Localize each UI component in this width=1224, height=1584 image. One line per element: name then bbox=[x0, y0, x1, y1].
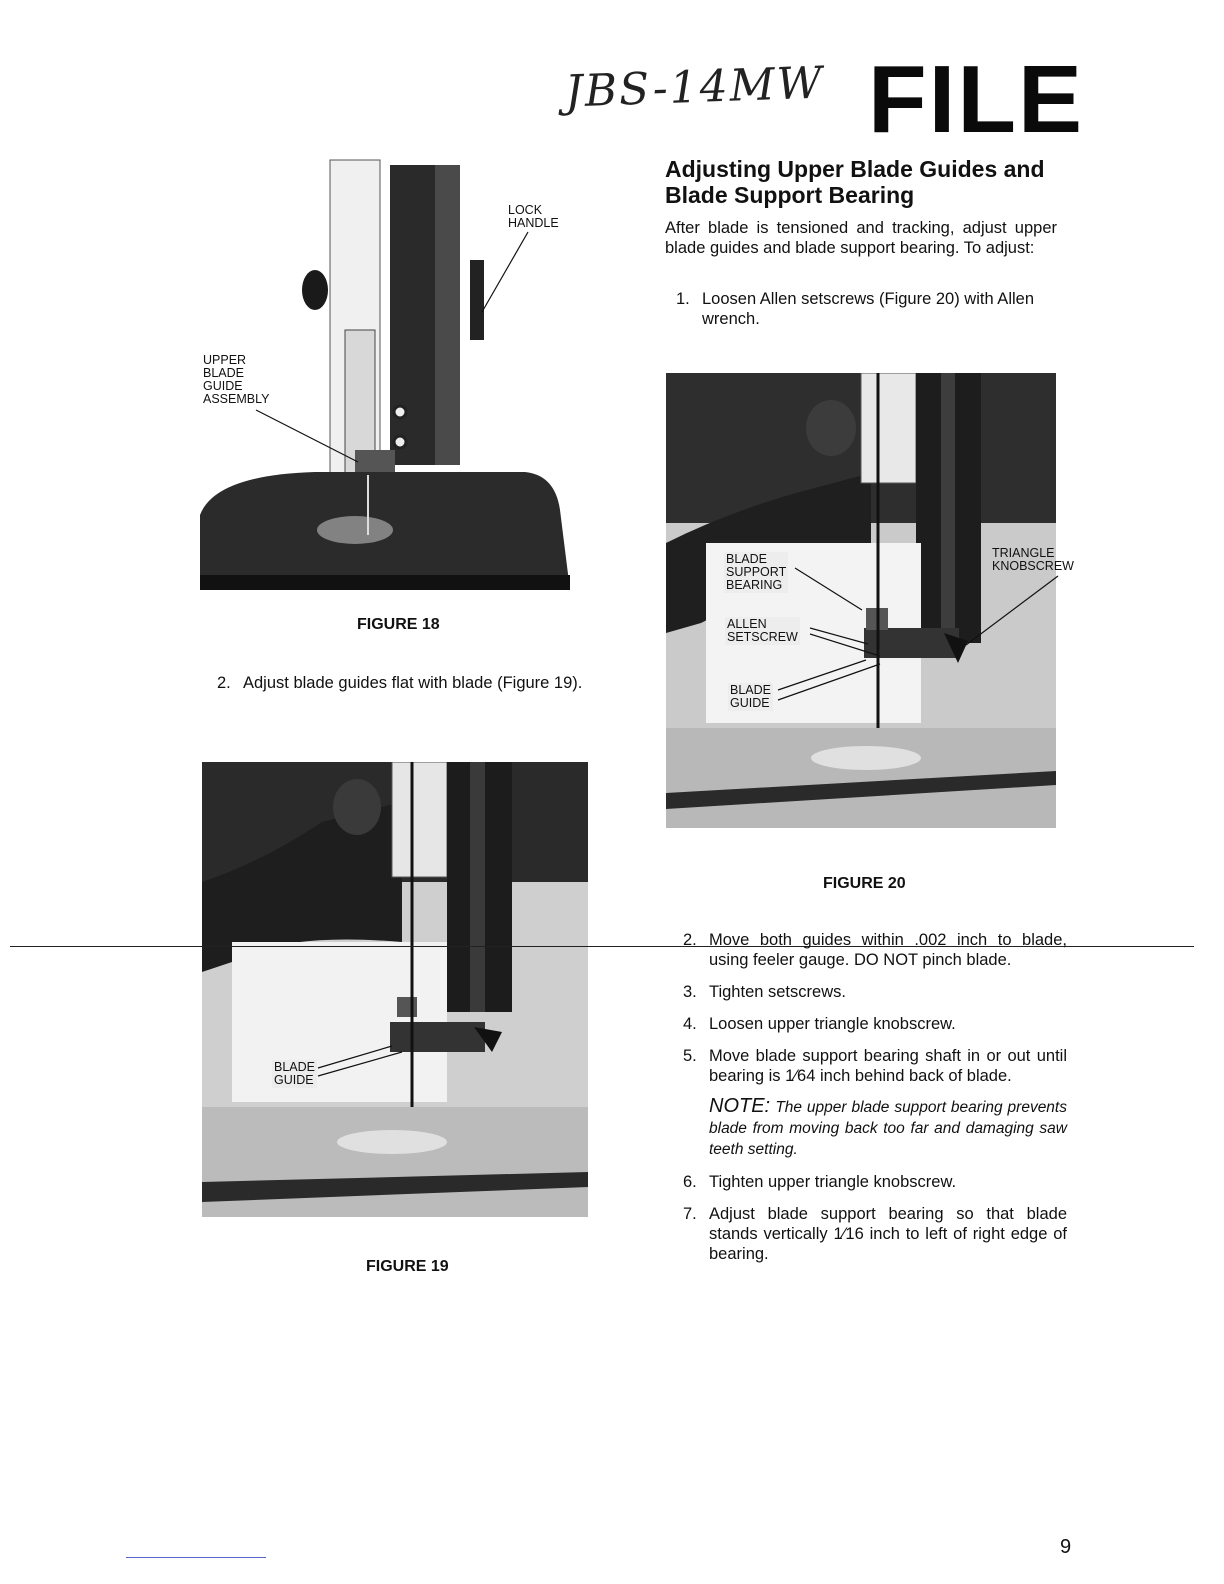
figure-19-caption: FIGURE 19 bbox=[366, 1258, 449, 1275]
label-blade-guide-fig19: BLADE GUIDE bbox=[274, 1060, 315, 1087]
step-number: 4. bbox=[683, 1015, 697, 1033]
step-number: 1. bbox=[676, 290, 690, 308]
step-text: Loosen Allen setscrews (Figure 20) with Allen wrench. bbox=[702, 290, 1034, 328]
page-number: 9 bbox=[1060, 1536, 1072, 1558]
label-blade-guide-fig20: BLADE GUIDE bbox=[730, 683, 771, 710]
steps-list bbox=[683, 930, 1067, 1276]
note bbox=[709, 1096, 1067, 1160]
label-blade-support-bearing: BLADE SUPPORT BEARING bbox=[726, 552, 787, 592]
step-number: 5. bbox=[683, 1047, 697, 1065]
step-text: Tighten upper triangle knobscrew. bbox=[709, 1173, 957, 1191]
label-triangle-knobscrew: TRIANGLE KNOBSCREW bbox=[992, 546, 1074, 573]
figure-20-caption: FIGURE 20 bbox=[823, 875, 906, 892]
label-lock-handle: LOCK HANDLE bbox=[508, 203, 559, 230]
step-4 bbox=[683, 1014, 1067, 1034]
step-number: 6. bbox=[683, 1173, 697, 1191]
figure-20-photo bbox=[666, 373, 1056, 828]
label-allen-setscrew: ALLEN SETSCREW bbox=[727, 617, 798, 644]
step-text: Adjust blade support bearing so that blade stands vertically 1⁄16 inch to left of right edge of bearing. bbox=[709, 1205, 1067, 1263]
handwritten-model-number: JBS-14MW bbox=[564, 57, 825, 118]
note-text: The upper blade support bearing prevents blade from moving back too far and damaging saw teeth setting. bbox=[709, 1099, 1067, 1158]
note-label: NOTE: bbox=[709, 1095, 771, 1117]
section-heading: Adjusting Upper Blade Guides and Blade Support Bearing bbox=[665, 156, 1045, 208]
file-stamp: FILE bbox=[868, 46, 1084, 153]
step-2-left bbox=[217, 673, 602, 693]
step-number: 2. bbox=[217, 674, 231, 692]
step-2 bbox=[683, 930, 1067, 970]
step-text: Move blade support bearing shaft in or out until bearing is 1⁄64 inch behind back of blade. bbox=[709, 1047, 1067, 1085]
step-number: 7. bbox=[683, 1205, 697, 1223]
step-text: Move both guides within .002 inch to blade, using feeler gauge. DO NOT pinch blade. bbox=[709, 931, 1067, 969]
step-7 bbox=[683, 1204, 1067, 1264]
intro-paragraph: After blade is tensioned and tracking, adjust upper blade guides and blade support bearing. To adjust: bbox=[665, 219, 1057, 257]
step-1 bbox=[676, 289, 1062, 329]
step-3 bbox=[683, 982, 1067, 1002]
step-6 bbox=[683, 1172, 1067, 1192]
label-upper-blade-guide-assembly: UPPER BLADE GUIDE ASSEMBLY bbox=[203, 353, 270, 406]
footer-link-line bbox=[126, 1557, 266, 1558]
figure-19-photo bbox=[202, 762, 588, 1217]
step-text: Adjust blade guides flat with blade (Figure 19). bbox=[243, 674, 583, 692]
step-text: Loosen upper triangle knobscrew. bbox=[709, 1015, 956, 1033]
step-number: 3. bbox=[683, 983, 697, 1001]
step-text: Tighten setscrews. bbox=[709, 983, 846, 1001]
step-number: 2. bbox=[683, 931, 697, 949]
step-5 bbox=[683, 1046, 1067, 1086]
figure-18-caption: FIGURE 18 bbox=[357, 616, 440, 633]
